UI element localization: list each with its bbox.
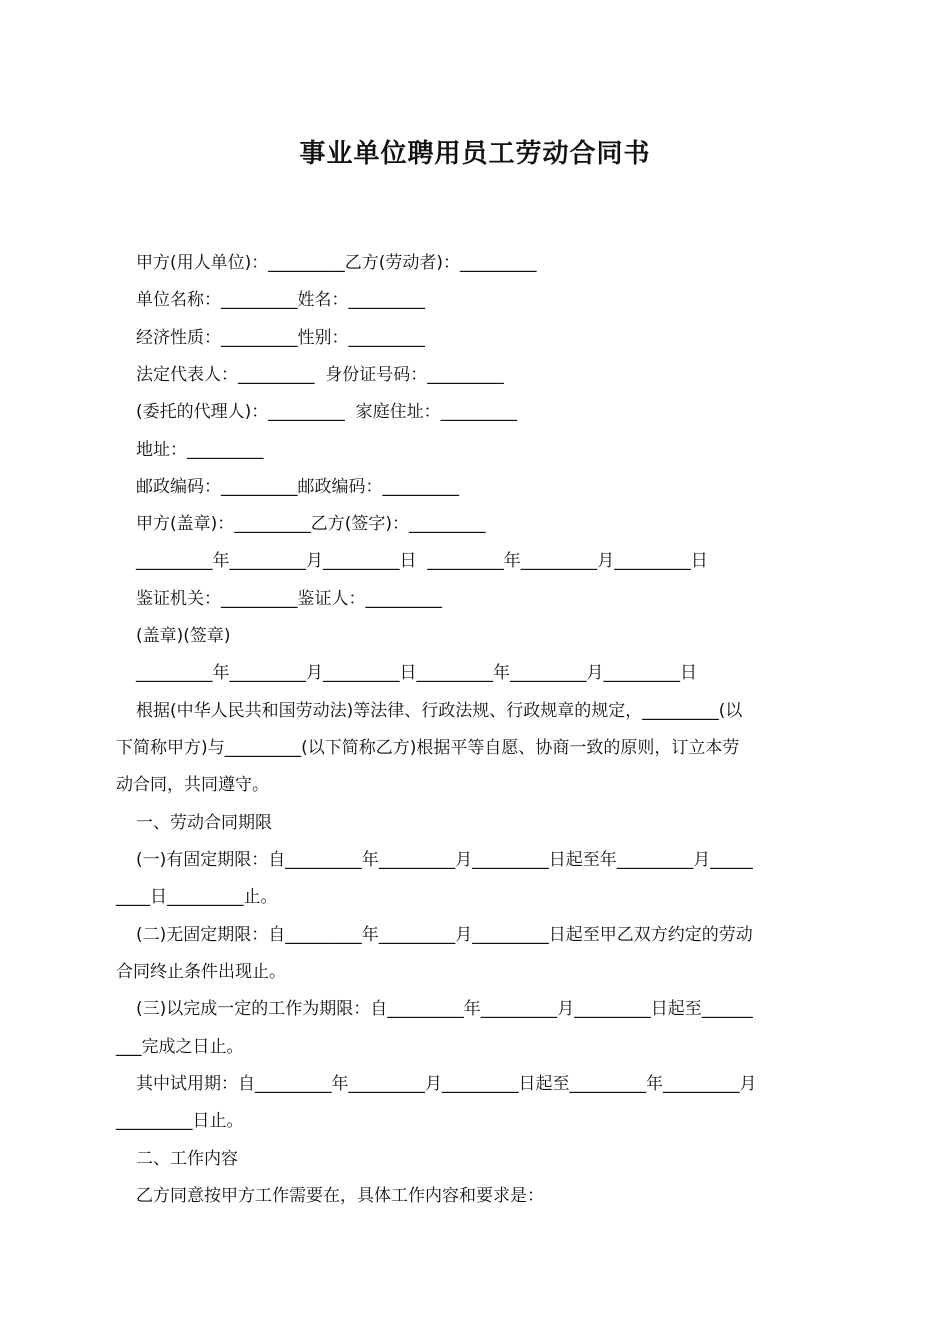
clause-line: ____日_________止。: [116, 887, 278, 907]
clause-line: 合同终止条件出现止。: [116, 962, 286, 982]
address-line: 地址：_________: [136, 440, 264, 460]
preamble-line: 动合同，共同遵守。: [116, 775, 269, 795]
clause-line: ___完成之日止。: [116, 1037, 244, 1057]
clause-line: (二)无固定期限：自_________年_________月_________日起至甲乙双方约定的劳动: [136, 925, 753, 945]
probation-line: 其中试用期：自_________年_________月_________日起至_________年_________月: [136, 1074, 757, 1094]
preamble-line: 根据(中华人民共和国劳动法)等法律、行政法规、行政规章的规定，_________(以: [136, 701, 743, 721]
probation-line: _________日止。: [116, 1111, 244, 1131]
date-line: _________年_________月_________日_________年_________月_________日: [136, 663, 697, 683]
postcode-line: 邮政编码：_________邮政编码：_________: [136, 477, 459, 497]
clause-line: (一)有固定期限：自_________年_________月_________日起至年_________月_____: [136, 850, 753, 870]
economic-nature-line: 经济性质：_________性别：_________: [136, 328, 425, 348]
document-title: 事业单位聘用员工劳动合同书: [299, 139, 651, 169]
date-line: _________年_________月_________日 _________年_________月_________日: [136, 551, 708, 571]
stamp-line: (盖章)(签章): [136, 626, 231, 646]
legal-rep-line: 法定代表人：_________ 身份证号码：_________: [136, 365, 504, 385]
company-name-line: 单位名称：_________姓名：_________: [136, 290, 425, 310]
preamble-line: 下简称甲方)与_________(以下简称乙方)根据平等自愿、协商一致的原则，订立本劳: [116, 738, 740, 758]
section-heading: 二、工作内容: [136, 1149, 238, 1169]
authority-line: 鉴证机关：_________鉴证人：_________: [136, 589, 442, 609]
party-line: 甲方(用人单位)：_________乙方(劳动者)：_________: [136, 253, 537, 273]
clause-line: (三)以完成一定的工作为期限：自_________年_________月_________日起至______: [136, 999, 753, 1019]
seal-line: 甲方(盖章)：_________乙方(签字)：_________: [136, 514, 486, 534]
agent-line: (委托的代理人)：_________ 家庭住址：_________: [136, 402, 518, 422]
body-line: 乙方同意按甲方工作需要在，具体工作内容和要求是：: [136, 1186, 544, 1206]
section-heading: 一、劳动合同期限: [136, 813, 272, 833]
